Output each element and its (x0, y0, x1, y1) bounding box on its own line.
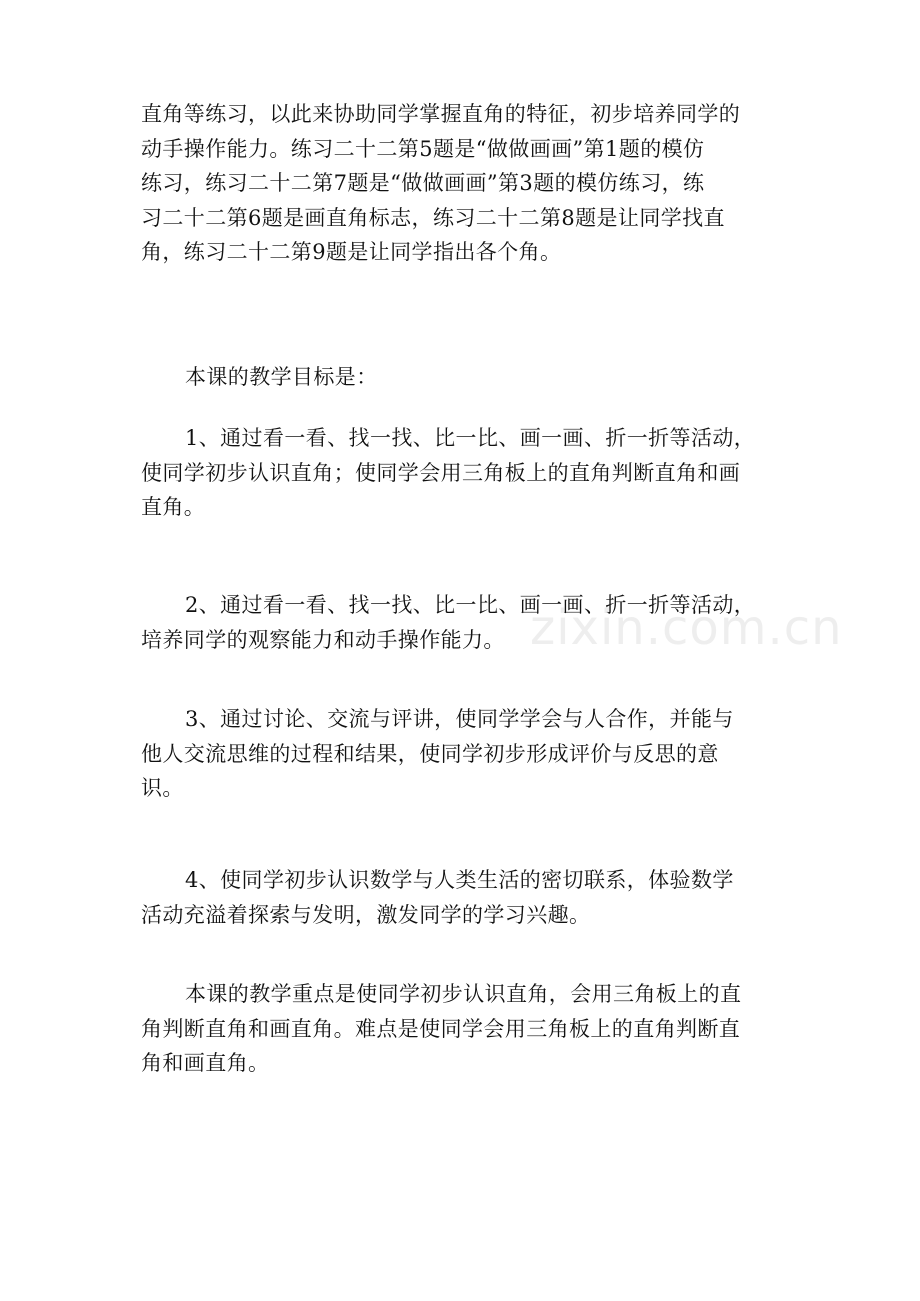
paragraph-line: 直角等练习，以此来协助同学掌握直角的特征，初步培养同学的 (141, 102, 741, 126)
paragraph-line: 本课的教学重点是使同学初步认识直角，会用三角板上的直 (185, 982, 742, 1006)
paragraph-line: 练习，练习二十二第7题是“做做画画”第3题的模仿练习，练 (141, 171, 705, 195)
paragraph-line: 识。 (141, 776, 184, 800)
paragraph-line: 角，练习二十二第9题是让同学指出各个角。 (141, 240, 562, 264)
paragraph-key-points (141, 977, 791, 1081)
paragraph-line: 本课的教学目标是： (185, 365, 378, 389)
paragraph-line: 1、通过看一看、找一找、比一比、画一画、折一折等活动， (185, 426, 756, 450)
paragraph-goal-1 (141, 421, 791, 525)
paragraph-line: 他人交流思维的过程和结果，使同学初步形成评价与反思的意 (141, 741, 719, 766)
paragraph-line: 角判断直角和画直角。难点是使同学会用三角板上的直角判断直 (141, 1016, 741, 1041)
paragraph-goal-3 (141, 702, 791, 806)
paragraph-line: 2、通过看一看、找一找、比一比、画一画、折一折等活动， (185, 593, 756, 617)
paragraph-line: 角和画直角。 (141, 1051, 270, 1075)
paragraph-line: 4、使同学初步认识数学与人类生活的密切联系，体验数学 (185, 868, 734, 892)
paragraph-line: 培养同学的观察能力和动手操作能力。 (141, 627, 505, 652)
paragraph-line: 习二十二第6题是画直角标志，练习二十二第8题是让同学找直 (141, 205, 725, 230)
paragraph-line: 直角。 (141, 495, 206, 519)
paragraph-line: 3、通过讨论、交流与评讲，使同学学会与人合作，并能与 (185, 707, 734, 731)
paragraph-line: 活动充溢着探索与发明，激发同学的学习兴趣。 (141, 902, 591, 927)
paragraph-line: 动手操作能力。练习二十二第5题是“做做画画”第1题的模仿 (141, 136, 705, 161)
paragraph-line: 使同学初步认识直角；使同学会用三角板上的直角判断直角和画 (141, 460, 741, 485)
watermark: zixin.com.cn (530, 600, 843, 656)
paragraph-goal-4 (141, 863, 791, 932)
paragraph-exercises (141, 97, 791, 270)
paragraph-goals-heading (141, 360, 791, 395)
